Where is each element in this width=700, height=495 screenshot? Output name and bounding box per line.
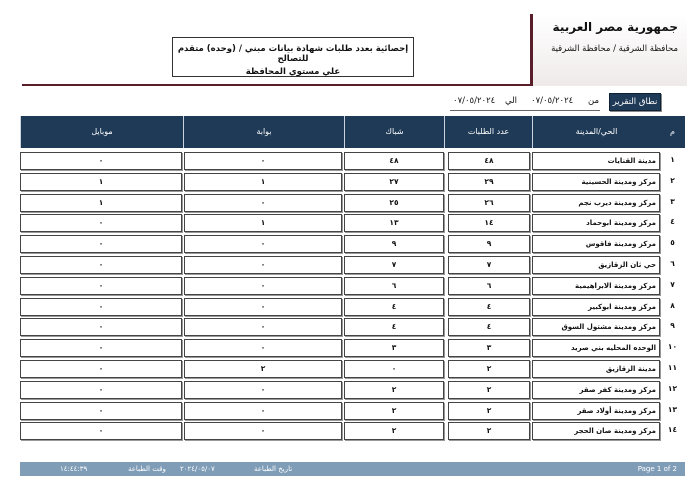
cell-mobile: ٠: [20, 318, 182, 336]
cell-portal: ٠: [184, 381, 342, 399]
cell-portal: ٠: [184, 402, 342, 420]
cell-requests: ١٤: [448, 214, 530, 232]
table-row: [20, 360, 685, 378]
cell-requests: ٦: [448, 277, 530, 295]
cell-window: ٢: [344, 422, 444, 440]
footer-page-number: Page 1 of 2: [637, 465, 677, 473]
cell-requests: ٢: [448, 422, 530, 440]
cell-city: مركز ومدينة فاقوس: [532, 235, 660, 253]
cell-window: ٤: [344, 318, 444, 336]
cell-index: ٩: [670, 321, 675, 331]
table-row: [20, 235, 685, 253]
table-header: [20, 116, 685, 148]
cell-index: ١١: [667, 363, 678, 372]
cell-index: ١: [670, 155, 675, 164]
cell-portal: ٠: [184, 298, 342, 316]
cell-index: ٧: [670, 279, 675, 289]
cell-mobile: ٠: [20, 298, 182, 316]
cell-window: ٠: [344, 360, 444, 378]
cell-city: مركز ومدينة أولاد صقر: [532, 402, 660, 420]
footer-print-time: ١٤:٤٤:٣٩: [60, 465, 88, 473]
cell-window: ٧: [344, 256, 444, 274]
cell-requests: ٩: [448, 235, 530, 253]
cell-requests: ٣: [448, 339, 530, 357]
cell-portal: ٠: [184, 318, 342, 336]
cell-requests: ٤: [448, 298, 530, 316]
cell-window: ٤: [344, 298, 444, 316]
scope-from-label: من: [588, 96, 600, 106]
cell-mobile: ٠: [20, 152, 182, 170]
cell-mobile: ٠: [20, 214, 182, 232]
cell-requests: ٢: [448, 360, 530, 378]
cell-portal: ٠: [184, 256, 342, 274]
cell-requests: ٤: [448, 318, 530, 336]
cell-window: ٢٥: [344, 194, 444, 212]
cell-index: ٣: [670, 196, 675, 206]
report-title-box: [172, 37, 414, 77]
cell-city: مدينة القنايات: [532, 152, 660, 170]
cell-requests: ٢٩: [448, 173, 530, 191]
cell-portal: ٠: [184, 235, 342, 253]
table-row: [20, 214, 685, 232]
cell-city: مركز ومدينة كفر صقر: [532, 381, 660, 399]
cell-mobile: ٠: [20, 339, 182, 357]
table-row: [20, 339, 685, 357]
table-row: [20, 402, 685, 420]
cell-index: ٨: [670, 300, 675, 310]
report-title-line1: إحصائية بعدد طلبات شهادة بيانات مبني / (وحده) متقدم للتصالح: [177, 44, 409, 64]
header-mobile: موبايل: [20, 116, 183, 148]
scope-to-date: ٠٧/٠٥/٢٠٢٤: [453, 96, 496, 106]
header-divider: [22, 84, 532, 86]
header-index: م: [670, 127, 675, 136]
table-row: [20, 298, 685, 316]
footer-print-time-label: وقت الطباعة: [128, 465, 166, 473]
cell-window: ٣: [344, 339, 444, 357]
cell-window: ١٣: [344, 214, 444, 232]
cell-portal: ٠: [184, 339, 342, 357]
report-scope-badge: نطاق التقرير: [609, 93, 661, 111]
cell-window: ٩: [344, 235, 444, 253]
cell-city: الوحده المحليه بني صريد: [532, 339, 660, 357]
cell-city: حي ثان الزقازيق: [532, 256, 660, 274]
table-row: [20, 194, 685, 212]
cell-city: مركز ومدينة ابوحماد: [532, 214, 660, 232]
cell-mobile: ١: [20, 194, 182, 212]
cell-window: ٢٧: [344, 173, 444, 191]
government-title: جمهورية مصر العربية: [552, 20, 678, 34]
cell-window: ٢: [344, 381, 444, 399]
cell-requests: ٢: [448, 402, 530, 420]
cell-portal: ٢: [184, 360, 342, 378]
cell-city: مركز ومدينة صان الحجر: [532, 422, 660, 440]
table-row: [20, 152, 685, 170]
cell-portal: ٠: [184, 277, 342, 295]
cell-index: ٥: [670, 238, 675, 248]
table-row: [20, 381, 685, 399]
cell-requests: ٤٨: [448, 152, 530, 170]
cell-portal: ٠: [184, 152, 342, 170]
header-window: شباك: [344, 116, 444, 148]
header-portal: بوابة: [183, 116, 344, 148]
table-row: [20, 318, 685, 336]
cell-mobile: ٠: [20, 235, 182, 253]
cell-requests: ٧: [448, 256, 530, 274]
cell-index: ٢: [670, 175, 675, 185]
cell-portal: ١: [184, 173, 342, 191]
cell-index: ٤: [670, 217, 675, 227]
cell-mobile: ٠: [20, 277, 182, 295]
cell-window: ٤٨: [344, 152, 444, 170]
cell-index: ١٢: [667, 383, 678, 393]
governorate-subtitle: محافظة الشرقية / محافظة الشرقية: [551, 44, 678, 54]
report-title-line2: علي مستوي المحافظة: [245, 67, 341, 77]
cell-city: مركز ومدينة ديرب نجم: [532, 194, 660, 212]
cell-index: ١٤: [667, 425, 678, 435]
cell-window: ٦: [344, 277, 444, 295]
footer-print-date-label: تاريخ الطباعة: [254, 465, 293, 473]
table-row: [20, 256, 685, 274]
cell-index: ٦: [670, 259, 675, 268]
cell-portal: ٠: [184, 422, 342, 440]
cell-mobile: ٠: [20, 256, 182, 274]
cell-mobile: ١: [20, 173, 182, 191]
scope-from-date: ٠٧/٠٥/٢٠٢٤: [531, 96, 574, 106]
cell-requests: ٢٦: [448, 194, 530, 212]
cell-mobile: ٠: [20, 381, 182, 399]
cell-city: مدينة الزقازيق: [532, 360, 660, 378]
scope-underline: [450, 110, 600, 111]
header-city: الحي/المدينة: [532, 116, 660, 148]
cell-city: مركز ومدينة ابوكبير: [532, 298, 660, 316]
page-footer: [20, 462, 685, 476]
cell-city: مركز ومدينة الحسينية: [532, 173, 660, 191]
table-row: [20, 422, 685, 440]
cell-window: ٢: [344, 402, 444, 420]
cell-requests: ٢: [448, 381, 530, 399]
cell-index: ١٣: [667, 404, 678, 414]
footer-print-date: ٢٠٢٤/٠٥/٠٧: [180, 465, 215, 473]
header-requests: عدد الطلبات: [444, 116, 532, 148]
table-row: [20, 173, 685, 191]
scope-to-label: الي: [505, 96, 518, 106]
cell-mobile: ٠: [20, 422, 182, 440]
cell-index: ١٠: [667, 342, 678, 352]
cell-city: مركز ومدينة مشتول السوق: [532, 318, 660, 336]
cell-city: مركز ومدينة الابراهيمية: [532, 277, 660, 295]
table-row: [20, 277, 685, 295]
cell-mobile: ٠: [20, 360, 182, 378]
cell-mobile: ٠: [20, 402, 182, 420]
cell-portal: ١: [184, 214, 342, 232]
cell-portal: ٠: [184, 194, 342, 212]
